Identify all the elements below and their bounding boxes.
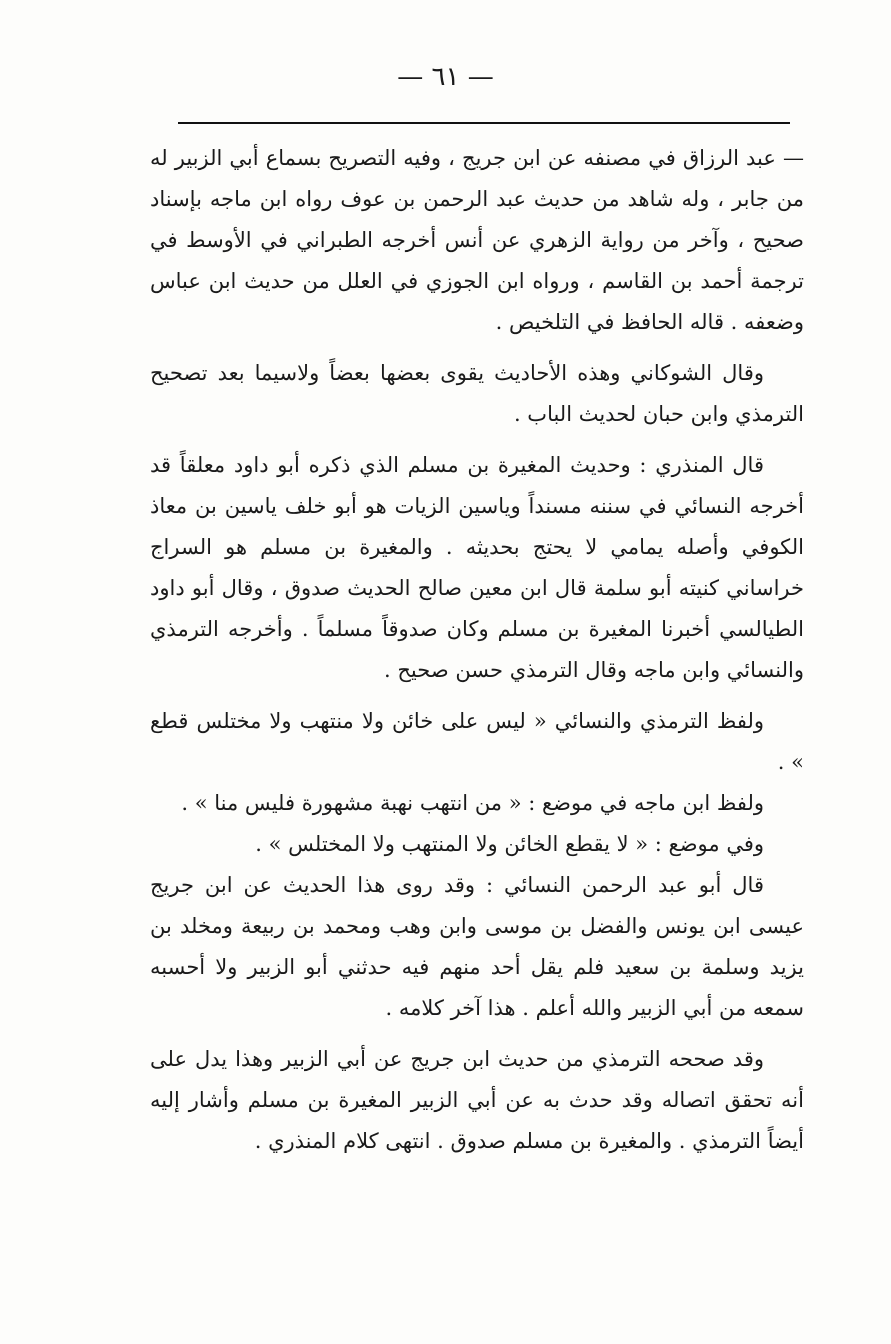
- paragraph-4: ولفظ الترمذي والنسائي « ليس على خائن ولا منتهب ولا مختلس قطع » .: [150, 709, 804, 774]
- paragraph-7: قال أبو عبد الرحمن النسائي : وقد روى هذا الحديث عن ابن جريج عيسى ابن يونس والفضل بن موسى وابن وهب ومحمد بن ربيعة ومخلد بن يزيد وسلمة بن سعيد فلم يقل أحد منهم فيه حدثني أبو الزبير ولا أحسبه سمعه من أبي الزبير والله أعلم . هذا آخر كلامه .: [150, 873, 804, 1020]
- text-body: [150, 138, 804, 1172]
- page-number: — ٦١ —: [397, 62, 494, 92]
- paragraph-5: ولفظ ابن ماجه في موضع : « من انتهب نهبة مشهورة فليس منا » .: [181, 791, 764, 815]
- paragraph-2: وقال الشوكاني وهذه الأحاديث يقوى بعضها بعضاً ولاسيما بعد تصحيح الترمذي وابن حبان لحديث الباب .: [150, 361, 804, 426]
- paragraph-8: وقد صححه الترمذي من حديث ابن جريج عن أبي الزبير وهذا يدل على أنه تحقق اتصاله وقد حدث به عن أبي الزبير المغيرة بن مسلم وأشار إليه أيضاً الترمذي . والمغيرة بن مسلم صدوق . انتهى كلام المنذري .: [150, 1047, 804, 1153]
- paragraph-6: وفي موضع : « لا يقطع الخائن ولا المنتهب ولا المختلس » .: [255, 832, 764, 856]
- paragraph-1: — عبد الرزاق في مصنفه عن ابن جريج ، وفيه التصريح بسماع أبي الزبير له من جابر ، وله شاهد من حديث عبد الرحمن بن عوف رواه ابن ماجه بإسناد صحيح ، وآخر من رواية الزهري عن أنس أخرجه الطبراني في الأوسط في ترجمة أحمد بن القاسم ، ورواه ابن الجوزي في العلل من حديث ابن عباس وضعفه . قاله الحافظ في التلخيص .: [150, 146, 804, 334]
- paragraph-3: قال المنذري : وحديث المغيرة بن مسلم الذي ذكره أبو داود معلقاً قد أخرجه النسائي في سننه مسنداً وياسين الزيات هو أبو خلف ياسين بن معاذ الكوفي وأصله يمامي لا يحتج بحديثه . والمغيرة بن مسلم هو السراج خراساني كنيته أبو سلمة قال ابن معين صالح الحديث صدوق ، وقال أبو داود الطيالسي أخبرنا المغيرة بن مسلم وكان صدوقاً مسلماً . وأخرجه الترمذي والنسائي وابن ماجه وقال الترمذي حسن صحيح .: [150, 453, 804, 682]
- header-rule: [178, 122, 790, 124]
